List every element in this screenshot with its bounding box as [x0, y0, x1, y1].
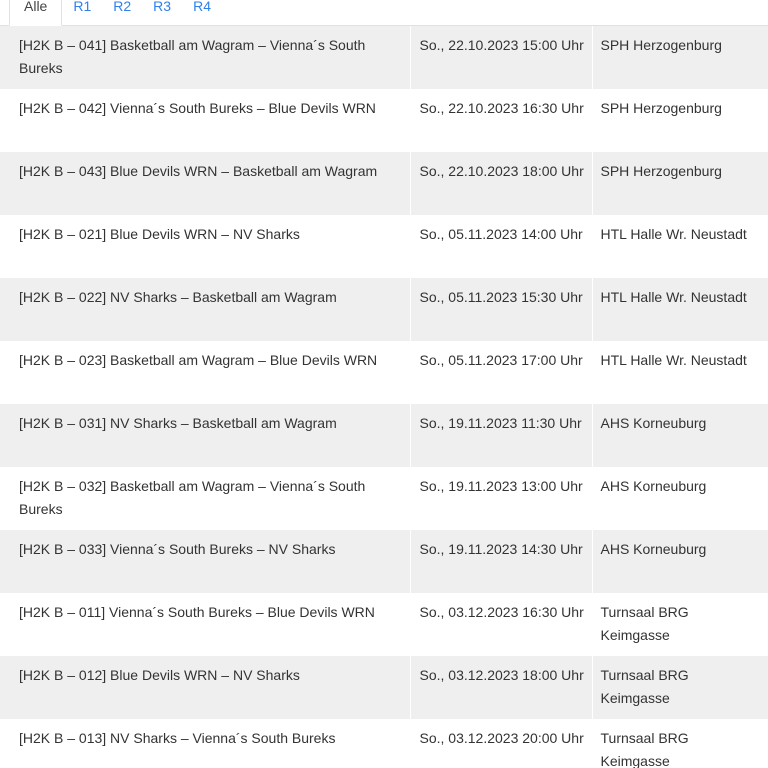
match-cell: [H2K B – 011] Vienna´s South Bureks – Blue Devils WRN — [0, 593, 410, 656]
venue-cell: Turnsaal BRG Keimgasse — [592, 719, 768, 768]
venue-cell: SPH Herzogenburg — [592, 152, 768, 215]
date-cell: So., 03.12.2023 16:30 Uhr — [410, 593, 592, 656]
tab-alle[interactable]: Alle — [9, 0, 62, 26]
table-row — [0, 404, 768, 467]
match-cell: [H2K B – 023] Basketball am Wagram – Blue Devils WRN — [0, 341, 410, 404]
match-cell: [H2K B – 033] Vienna´s South Bureks – NV Sharks — [0, 530, 410, 593]
table-row — [0, 152, 768, 215]
date-cell: So., 05.11.2023 14:00 Uhr — [410, 215, 592, 278]
venue-cell: AHS Korneuburg — [592, 404, 768, 467]
match-cell: [H2K B – 021] Blue Devils WRN – NV Sharks — [0, 215, 410, 278]
venue-cell: AHS Korneuburg — [592, 530, 768, 593]
table-row — [0, 341, 768, 404]
table-row — [0, 656, 768, 719]
tab-r2[interactable]: R2 — [113, 0, 132, 14]
date-cell: So., 05.11.2023 17:00 Uhr — [410, 341, 592, 404]
date-cell: So., 03.12.2023 20:00 Uhr — [410, 719, 592, 768]
tab-r4[interactable]: R4 — [193, 0, 211, 14]
tab-r3[interactable]: R3 — [153, 0, 172, 14]
table-row — [0, 593, 768, 656]
match-cell: [H2K B – 041] Basketball am Wagram – Vienna´s South Bureks — [0, 26, 410, 89]
match-cell: [H2K B – 022] NV Sharks – Basketball am Wagram — [0, 278, 410, 341]
venue-cell: AHS Korneuburg — [592, 467, 768, 530]
tab-r1[interactable]: R1 — [73, 0, 92, 14]
date-cell: So., 19.11.2023 14:30 Uhr — [410, 530, 592, 593]
venue-cell: SPH Herzogenburg — [592, 89, 768, 152]
table-row — [0, 467, 768, 530]
table-row — [0, 215, 768, 278]
date-cell: So., 22.10.2023 16:30 Uhr — [410, 89, 592, 152]
round-tabs — [0, 0, 768, 26]
venue-cell: Turnsaal BRG Keimgasse — [592, 593, 768, 656]
venue-cell: Turnsaal BRG Keimgasse — [592, 656, 768, 719]
schedule-table — [0, 26, 768, 768]
table-row — [0, 26, 768, 89]
match-cell: [H2K B – 032] Basketball am Wagram – Vienna´s South Bureks — [0, 467, 410, 530]
venue-cell: HTL Halle Wr. Neustadt — [592, 215, 768, 278]
date-cell: So., 22.10.2023 18:00 Uhr — [410, 152, 592, 215]
date-cell: So., 05.11.2023 15:30 Uhr — [410, 278, 592, 341]
schedule-body — [0, 26, 768, 768]
venue-cell: HTL Halle Wr. Neustadt — [592, 278, 768, 341]
match-cell: [H2K B – 031] NV Sharks – Basketball am Wagram — [0, 404, 410, 467]
date-cell: So., 19.11.2023 11:30 Uhr — [410, 404, 592, 467]
match-cell: [H2K B – 043] Blue Devils WRN – Basketball am Wagram — [0, 152, 410, 215]
date-cell: So., 03.12.2023 18:00 Uhr — [410, 656, 592, 719]
venue-cell: HTL Halle Wr. Neustadt — [592, 341, 768, 404]
table-row — [0, 89, 768, 152]
match-cell: [H2K B – 013] NV Sharks – Vienna´s South Bureks — [0, 719, 410, 768]
table-row — [0, 278, 768, 341]
match-cell: [H2K B – 042] Vienna´s South Bureks – Blue Devils WRN — [0, 89, 410, 152]
match-cell: [H2K B – 012] Blue Devils WRN – NV Sharks — [0, 656, 410, 719]
date-cell: So., 22.10.2023 15:00 Uhr — [410, 26, 592, 89]
table-row — [0, 530, 768, 593]
table-row — [0, 719, 768, 768]
date-cell: So., 19.11.2023 13:00 Uhr — [410, 467, 592, 530]
venue-cell: SPH Herzogenburg — [592, 26, 768, 89]
